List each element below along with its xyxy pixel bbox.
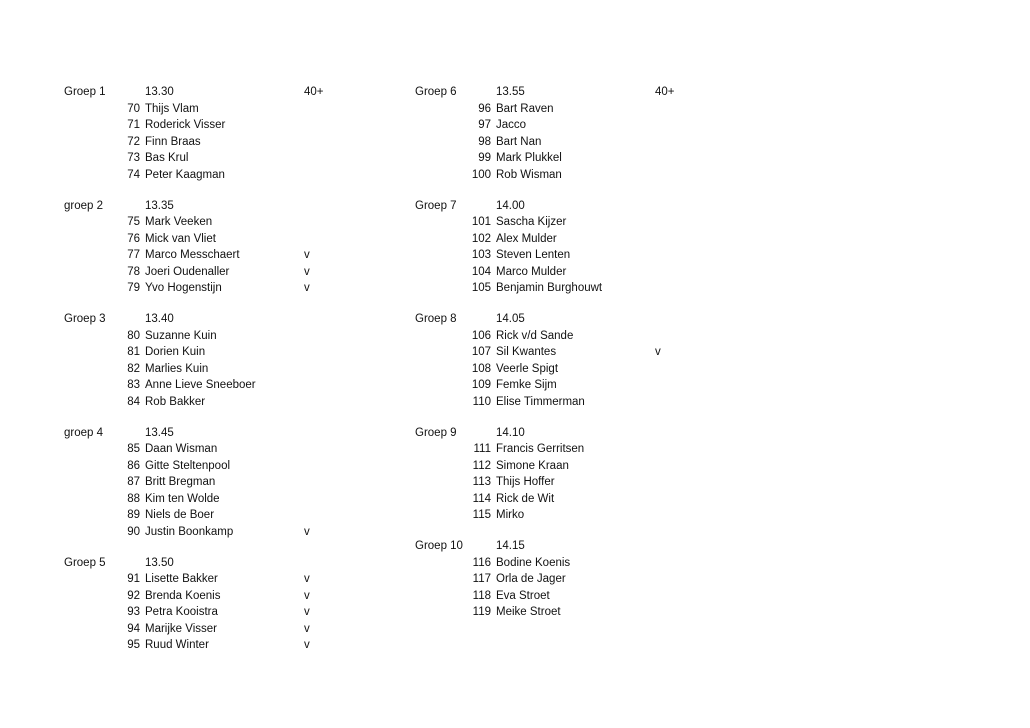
player-name: Yvo Hogenstijn: [145, 282, 222, 294]
player-row: [64, 247, 404, 264]
player-mark: v: [304, 525, 310, 538]
player-name: Marijke Visser: [145, 622, 217, 635]
player-row: [64, 394, 404, 411]
player-mark: v: [304, 622, 310, 635]
player-number: 75: [127, 216, 140, 228]
player-name: Mick van Vliet: [145, 232, 216, 245]
player-name: Marco Messchaert: [145, 249, 240, 261]
player-row: [64, 524, 404, 541]
player-name: Joeri Oudenaller: [145, 265, 230, 278]
player-name: Sil Kwantes: [496, 346, 557, 358]
group-label: Groep 7: [415, 199, 457, 212]
group-block: [415, 538, 755, 621]
player-number: 79: [127, 282, 140, 294]
player-row: [64, 571, 404, 588]
group-time: 14.10: [496, 426, 525, 439]
player-row: [415, 361, 755, 378]
player-number: 81: [127, 346, 140, 358]
player-name: Rick v/d Sande: [496, 329, 574, 342]
player-row: [415, 491, 755, 508]
player-number: 111: [473, 443, 491, 455]
player-row: [64, 231, 404, 248]
group-label: Groep 10: [415, 540, 463, 552]
group-label: groep 4: [64, 426, 104, 439]
player-name: Anne Lieve Sneeboer: [145, 379, 256, 391]
player-row: [415, 474, 755, 491]
player-number: 91: [127, 573, 140, 585]
player-name: Bart Raven: [496, 102, 554, 115]
player-mark: v: [304, 573, 310, 585]
player-name: Rob Wisman: [496, 168, 562, 181]
player-row: [64, 604, 404, 621]
group-header: [64, 555, 404, 572]
group-block: [64, 198, 404, 297]
player-name: Roderick Visser: [145, 119, 226, 131]
player-number: 118: [472, 589, 491, 602]
player-number: 88: [127, 492, 140, 505]
player-number: 93: [127, 606, 140, 618]
player-name: Finn Braas: [145, 135, 201, 148]
player-row: [415, 458, 755, 475]
player-number: 102: [471, 232, 491, 245]
player-number: 110: [472, 395, 491, 408]
player-name: Eva Stroet: [496, 589, 550, 602]
group-header: [415, 538, 755, 555]
player-name: Kim ten Wolde: [145, 492, 220, 505]
player-number: 116: [472, 556, 491, 569]
player-number: 70: [127, 102, 140, 115]
player-name: Ruud Winter: [145, 639, 209, 651]
player-number: 73: [127, 152, 140, 164]
group-header: [415, 311, 755, 328]
player-name: Mark Plukkel: [496, 152, 562, 164]
player-name: Thijs Hoffer: [496, 476, 555, 488]
player-number: 82: [127, 362, 140, 375]
player-row: [415, 344, 755, 361]
player-number: 117: [472, 573, 491, 585]
player-row: [415, 150, 755, 167]
group-block: [64, 84, 404, 183]
group-block: [415, 425, 755, 524]
player-name: Daan Wisman: [145, 443, 218, 455]
player-row: [64, 621, 404, 638]
player-name: Lisette Bakker: [145, 573, 218, 585]
player-name: Sascha Kijzer: [496, 216, 567, 228]
player-name: Peter Kaagman: [145, 168, 225, 181]
player-row: [64, 134, 404, 151]
group-label: Groep 1: [64, 86, 106, 98]
group-header: [415, 84, 755, 101]
player-number: 106: [471, 329, 491, 342]
player-number: 114: [472, 492, 491, 505]
group-block: [64, 311, 404, 410]
player-row: [64, 377, 404, 394]
player-name: Justin Boonkamp: [145, 525, 234, 538]
group-time: 13.40: [145, 313, 174, 325]
player-number: 104: [471, 265, 491, 278]
player-mark: v: [304, 265, 310, 278]
player-number: 84: [127, 395, 140, 408]
player-name: Brenda Koenis: [145, 589, 221, 602]
player-name: Marlies Kuin: [145, 362, 209, 375]
player-row: [415, 555, 755, 572]
group-label: Groep 3: [64, 313, 106, 325]
player-number: 86: [127, 459, 140, 472]
player-number: 99: [478, 152, 491, 164]
player-number: 94: [127, 622, 140, 635]
player-number: 95: [127, 639, 140, 651]
player-row: [415, 507, 755, 524]
player-number: 119: [472, 606, 491, 618]
group-block: [64, 555, 404, 654]
player-row: [415, 604, 755, 621]
player-number: 109: [471, 379, 491, 391]
group-label: Groep 6: [415, 86, 457, 98]
player-name: Steven Lenten: [496, 249, 571, 261]
group-header: [415, 425, 755, 442]
group-time: 14.05: [496, 313, 525, 325]
player-row: [64, 588, 404, 605]
player-row: [415, 167, 755, 184]
player-number: 89: [127, 509, 140, 521]
player-name: Simone Kraan: [496, 459, 569, 472]
player-row: [415, 264, 755, 281]
group-time: 14.00: [496, 199, 525, 212]
player-row: [64, 474, 404, 491]
player-number: 77: [127, 249, 140, 261]
player-row: [64, 491, 404, 508]
player-row: [415, 231, 755, 248]
group-age-category: 40+: [655, 86, 675, 98]
player-number: 85: [127, 443, 140, 455]
player-row: [415, 134, 755, 151]
player-row: [64, 117, 404, 134]
player-name: Meike Stroet: [496, 606, 561, 618]
group-time: 13.50: [145, 556, 174, 569]
player-name: Gitte Steltenpool: [145, 459, 231, 472]
group-header: [64, 84, 404, 101]
player-number: 98: [478, 135, 491, 148]
player-number: 101: [471, 216, 491, 228]
group-header: [64, 425, 404, 442]
group-header: [64, 198, 404, 215]
player-number: 80: [127, 329, 140, 342]
player-name: Bas Krul: [145, 152, 189, 164]
player-number: 103: [471, 249, 491, 261]
player-row: [64, 264, 404, 281]
group-time: 13.30: [145, 86, 174, 98]
player-name: Mirko: [496, 509, 525, 521]
player-row: [415, 101, 755, 118]
group-label: Groep 8: [415, 313, 457, 325]
player-row: [64, 507, 404, 524]
player-name: Bart Nan: [496, 135, 542, 148]
player-row: [415, 377, 755, 394]
group-age-category: 40+: [304, 86, 324, 98]
player-name: Marco Mulder: [496, 265, 567, 278]
group-label: Groep 5: [64, 556, 106, 569]
player-number: 74: [127, 168, 140, 181]
group-time: 14.15: [496, 540, 525, 552]
player-row: [64, 328, 404, 345]
player-row: [64, 280, 404, 297]
player-row: [415, 394, 755, 411]
player-row: [64, 361, 404, 378]
player-number: 72: [127, 135, 140, 148]
player-row: [415, 441, 755, 458]
player-number: 113: [472, 476, 491, 488]
player-name: Francis Gerritsen: [496, 443, 585, 455]
player-name: Bodine Koenis: [496, 556, 571, 569]
player-name: Benjamin Burghouwt: [496, 282, 603, 294]
player-mark: v: [304, 589, 310, 602]
player-name: Rob Bakker: [145, 395, 206, 408]
player-number: 92: [127, 589, 140, 602]
player-name: Rick de Wit: [496, 492, 555, 505]
player-number: 107: [471, 346, 491, 358]
group-block: [415, 84, 755, 183]
player-name: Elise Timmerman: [496, 395, 585, 408]
player-number: 78: [127, 265, 140, 278]
player-name: Orla de Jager: [496, 573, 566, 585]
group-block: [415, 311, 755, 410]
player-mark: v: [304, 249, 310, 261]
group-time: 13.35: [145, 199, 174, 212]
player-name: Veerle Spigt: [496, 362, 559, 375]
player-row: [64, 458, 404, 475]
player-row: [64, 637, 404, 654]
player-mark: v: [655, 346, 661, 358]
player-name: Britt Bregman: [145, 476, 216, 488]
player-number: 115: [472, 509, 491, 521]
player-name: Thijs Vlam: [145, 102, 199, 115]
player-mark: v: [304, 282, 310, 294]
player-number: 90: [127, 525, 140, 538]
player-number: 83: [127, 379, 140, 391]
player-row: [64, 167, 404, 184]
left-column: [64, 84, 404, 668]
player-number: 87: [127, 476, 140, 488]
player-name: Jacco: [496, 119, 527, 131]
player-number: 71: [127, 119, 140, 131]
right-column: [415, 84, 755, 635]
player-name: Alex Mulder: [496, 232, 557, 245]
player-row: [64, 344, 404, 361]
player-mark: v: [304, 606, 310, 618]
group-block: [64, 425, 404, 541]
player-row: [415, 588, 755, 605]
player-number: 97: [478, 119, 491, 131]
player-row: [415, 117, 755, 134]
player-row: [415, 214, 755, 231]
group-header: [415, 198, 755, 215]
player-number: 105: [471, 282, 491, 294]
player-row: [64, 150, 404, 167]
player-row: [415, 247, 755, 264]
group-time: 13.55: [496, 86, 525, 98]
player-name: Femke Sijm: [496, 379, 557, 391]
player-row: [415, 571, 755, 588]
player-name: Suzanne Kuin: [145, 329, 217, 342]
group-header: [64, 311, 404, 328]
player-name: Niels de Boer: [145, 509, 215, 521]
player-number: 108: [471, 362, 491, 375]
player-row: [415, 280, 755, 297]
player-number: 76: [127, 232, 140, 245]
player-number: 112: [472, 459, 491, 472]
group-block: [415, 198, 755, 297]
player-mark: v: [304, 639, 310, 651]
group-label: Groep 9: [415, 426, 457, 439]
player-number: 96: [478, 102, 491, 115]
player-name: Petra Kooistra: [145, 606, 218, 618]
player-name: Mark Veeken: [145, 216, 213, 228]
group-time: 13.45: [145, 426, 174, 439]
player-row: [64, 214, 404, 231]
player-number: 100: [471, 168, 491, 181]
group-label: groep 2: [64, 199, 104, 212]
player-row: [415, 328, 755, 345]
player-row: [64, 101, 404, 118]
player-row: [64, 441, 404, 458]
player-name: Dorien Kuin: [145, 346, 206, 358]
